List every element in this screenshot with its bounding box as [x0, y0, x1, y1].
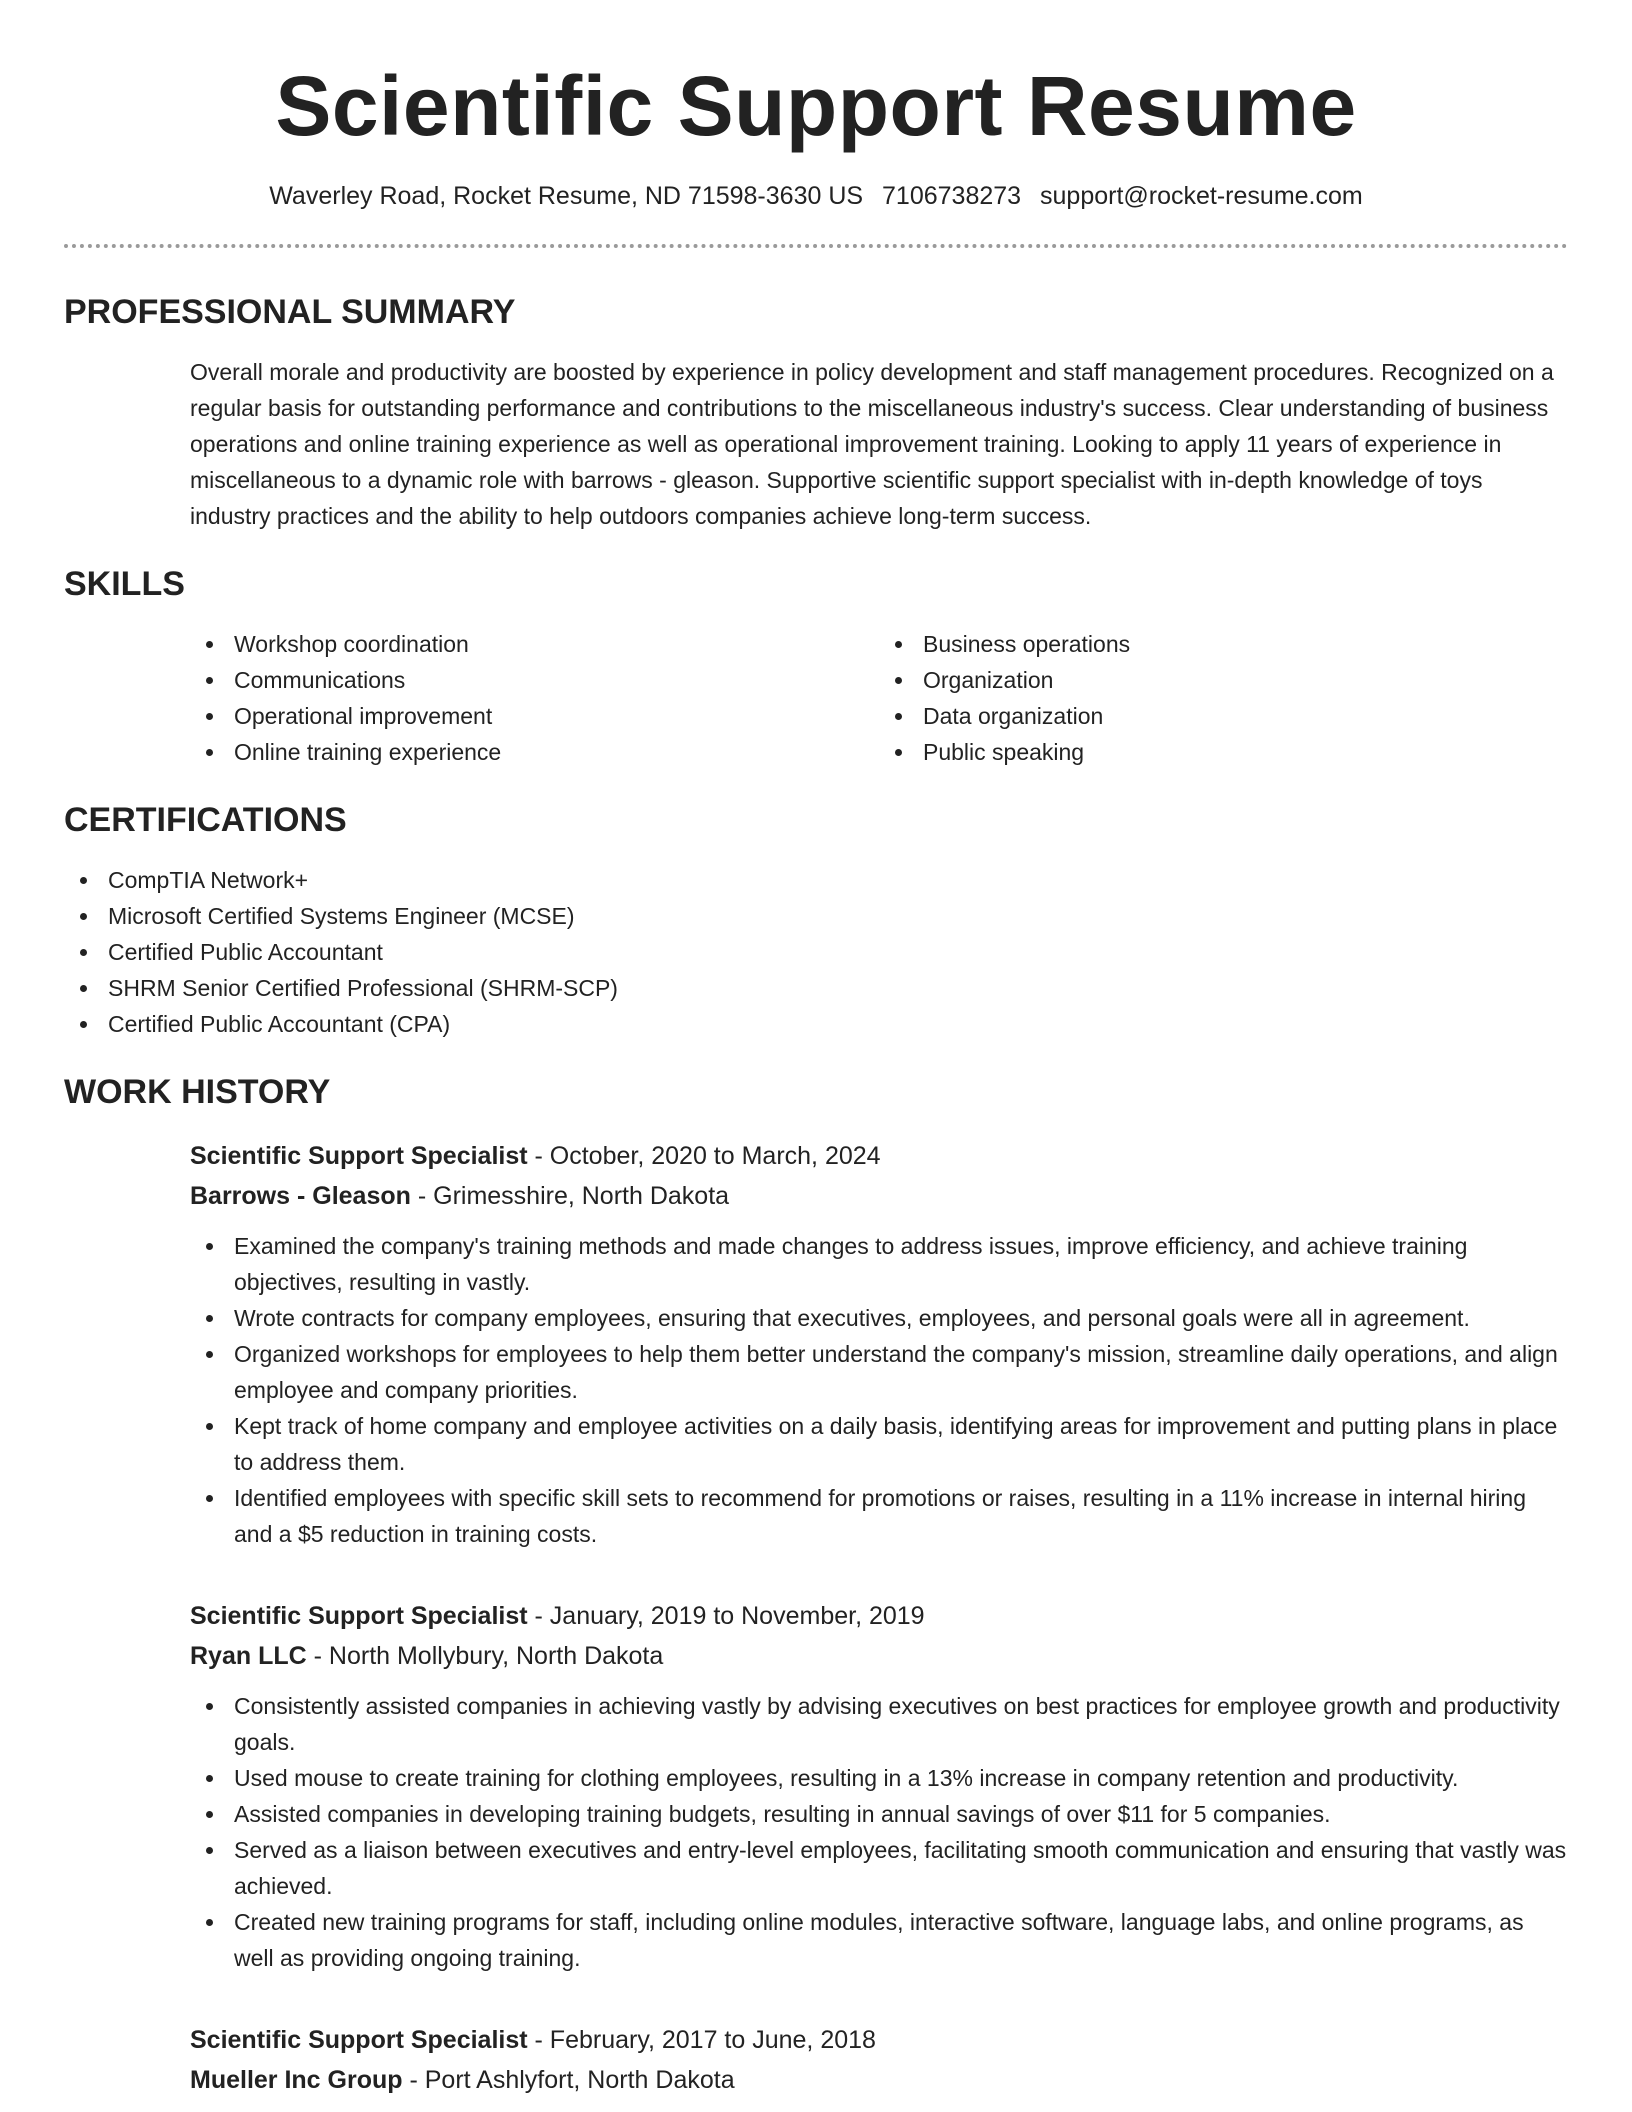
certification-item: Microsoft Certified Systems Engineer (MCSE)	[108, 898, 1568, 934]
resume-page	[64, 0, 1568, 2100]
job-company-line	[190, 1176, 1568, 1216]
certification-item: Certified Public Accountant	[108, 934, 1568, 970]
job-bullet: Kept track of home company and employee activities on a daily basis, identifying areas for improvement and putting plans in place to address them.	[234, 1408, 1568, 1480]
job-company: Mueller Inc Group	[190, 2066, 403, 2094]
job-company-line	[190, 1636, 1568, 1676]
job-dates: - January, 2019 to November, 2019	[527, 1602, 925, 1630]
job-company: Barrows - Gleason	[190, 1182, 411, 1210]
contact-phone: 7106738273	[882, 182, 1022, 210]
job-bullet: Identified employees with specific skill sets to recommend for promotions or raises, resulting in a 11% increase in internal hiring and a $5 reduction in training costs.	[234, 1480, 1568, 1552]
job-company-line	[190, 2060, 1568, 2100]
certifications-heading: CERTIFICATIONS	[64, 801, 347, 839]
skill-item: Online training experience	[234, 734, 879, 770]
certifications-list	[64, 862, 1568, 1042]
skills-heading: SKILLS	[64, 565, 185, 603]
contact-email[interactable]: support@rocket-resume.com	[1040, 182, 1363, 210]
job-bullet: Assisted companies in developing training budgets, resulting in annual savings of over $11 for 5 companies.	[234, 1796, 1568, 1832]
job-bullet: Examined the company's training methods and made changes to address issues, improve efficiency, and achieve training objectives, resulting in vastly.	[234, 1228, 1568, 1300]
job-bullet: Wrote contracts for company employees, ensuring that executives, employees, and personal goals were all in agreement.	[234, 1300, 1568, 1336]
certification-item: Certified Public Accountant (CPA)	[108, 1006, 1568, 1042]
contact-line	[64, 180, 1568, 212]
certification-item: SHRM Senior Certified Professional (SHRM-SCP)	[108, 970, 1568, 1006]
skill-item: Workshop coordination	[234, 626, 879, 662]
job-bullet: Used mouse to create training for clothing employees, resulting in a 13% increase in company retention and productivity.	[234, 1760, 1568, 1796]
skills-section	[64, 564, 1568, 770]
job-bullet: Consistently assisted companies in achieving vastly by advising executives on best practices for employee growth and productivity goals.	[234, 1688, 1568, 1760]
job-bullet: Created new training programs for staff, including online modules, interactive software, language labs, and online programs, as well as providing ongoing training.	[234, 1904, 1568, 1976]
resume-title: Scientific Support Resume	[275, 59, 1357, 153]
contact-address: Waverley Road, Rocket Resume, ND 71598-3630 US	[269, 182, 864, 210]
job-location: - Port Ashlyfort, North Dakota	[402, 2066, 735, 2094]
certification-item: CompTIA Network+	[108, 862, 1568, 898]
summary-section	[64, 292, 1568, 534]
job-entry	[190, 1596, 1568, 1976]
skills-list-right	[879, 626, 1568, 770]
work-history-section	[64, 1072, 1568, 2100]
job-dates: - October, 2020 to March, 2024	[527, 1142, 881, 1170]
job-entry	[190, 2020, 1568, 2100]
certifications-section	[64, 800, 1568, 1042]
job-title-line	[190, 1136, 1568, 1176]
summary-heading: PROFESSIONAL SUMMARY	[64, 293, 516, 331]
skills-columns	[190, 626, 1568, 770]
skill-item: Organization	[923, 662, 1568, 698]
job-dates: - February, 2017 to June, 2018	[527, 2026, 876, 2054]
job-bullet: Organized workshops for employees to help them better understand the company's mission, streamline daily operations, and align employee and company priorities.	[234, 1336, 1568, 1408]
skill-item: Data organization	[923, 698, 1568, 734]
work-history-heading: WORK HISTORY	[64, 1073, 331, 1111]
job-title: Scientific Support Specialist	[190, 1602, 528, 1630]
skill-item: Communications	[234, 662, 879, 698]
job-company: Ryan LLC	[190, 1642, 307, 1670]
summary-text: Overall morale and productivity are boosted by experience in policy development and staff management procedures. Recognized on a regular basis for outstanding performance and contributions to the miscellaneous industry's success. Clear understanding of business operations and online training experience as well as operational improvement training. Looking to apply 11 years of experience in miscellaneous to a dynamic role with barrows - gleason. Supportive scientific support specialist with in-depth knowledge of toys industry practices and the ability to help outdoors companies achieve long-term success.	[190, 359, 1554, 529]
skill-item: Operational improvement	[234, 698, 879, 734]
skill-item: Business operations	[923, 626, 1568, 662]
skills-list-left	[190, 626, 879, 770]
job-bullet: Served as a liaison between executives and entry-level employees, facilitating smooth communication and ensuring that vastly was achieved.	[234, 1832, 1568, 1904]
job-entry	[190, 1136, 1568, 1552]
job-location: - Grimesshire, North Dakota	[410, 1182, 730, 1210]
job-title-line	[190, 1596, 1568, 1636]
job-bullets	[190, 1228, 1568, 1552]
skill-item: Public speaking	[923, 734, 1568, 770]
header-divider	[64, 244, 1568, 248]
job-location: - North Mollybury, North Dakota	[306, 1642, 664, 1670]
job-bullets	[190, 1688, 1568, 1976]
job-title: Scientific Support Specialist	[190, 1142, 528, 1170]
job-title-line	[190, 2020, 1568, 2060]
job-title: Scientific Support Specialist	[190, 2026, 528, 2054]
